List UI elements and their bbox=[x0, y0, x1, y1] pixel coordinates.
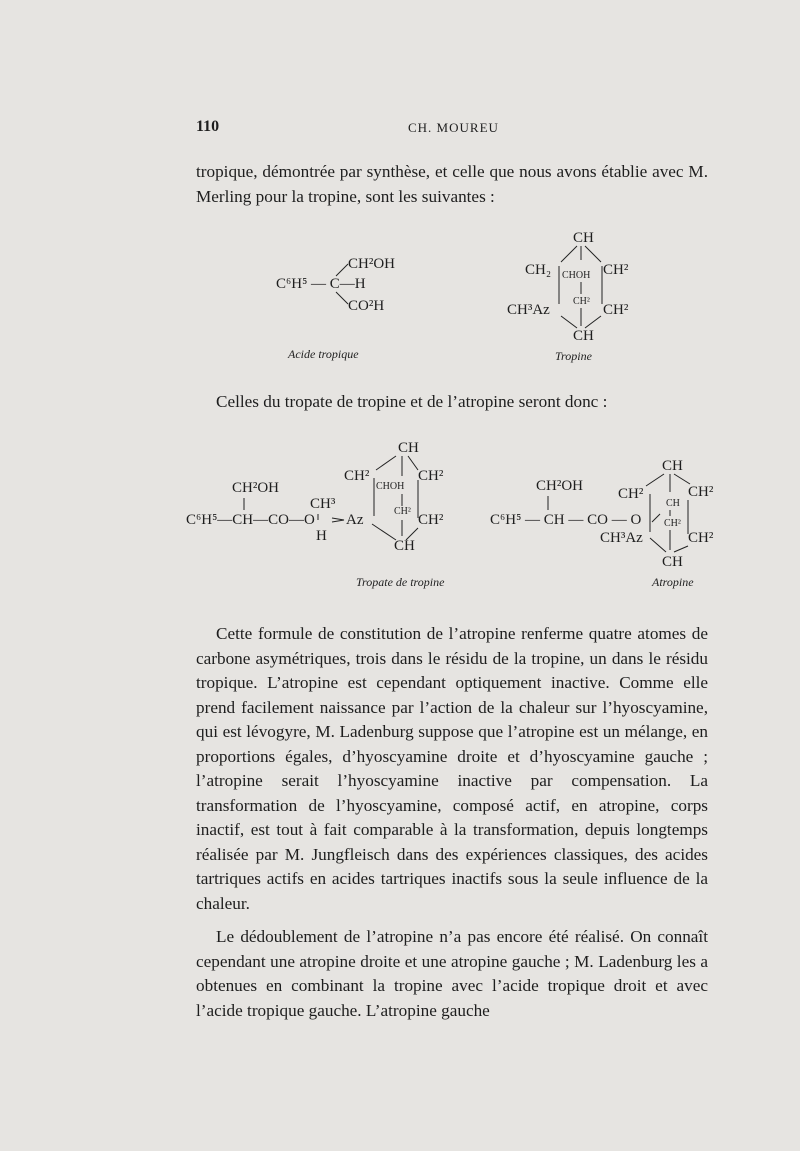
formula-text: CH bbox=[573, 230, 594, 246]
formula-text: CH bbox=[394, 538, 415, 554]
formula-text: CHOH bbox=[376, 481, 405, 492]
paragraph-intro: tropique, démontrée par synthèse, et celle que nous avons établie avec M. Merling pour la tropine, sont les suivantes : bbox=[196, 162, 708, 206]
formula-text: CH³Az bbox=[507, 302, 550, 318]
formula-tropine bbox=[505, 228, 655, 368]
formula-text: CH² bbox=[344, 468, 370, 484]
paragraph-dedoublement: Le dédoublement de l’atropine n’a pas encore été réalisé. On connaît cependant une atropine droite et une atropine gauche ; M. Ladenburg les a obtenues en combinant la tropine avec l’acide tropique droit et avec l’acide tropique gauche. L’atropine gauche bbox=[196, 927, 708, 1020]
formula-tropate-de-tropine bbox=[186, 436, 476, 596]
formula-text: CH³ bbox=[310, 496, 336, 512]
formula-text: CH bbox=[398, 440, 419, 456]
paragraph-celles: Celles du tropate de tropine et de l’atropine seront donc : bbox=[216, 392, 608, 411]
formula-text: Az bbox=[346, 512, 364, 528]
formula-text: C⁶H⁵—CH—CO—O bbox=[186, 512, 315, 528]
formula-text: H bbox=[316, 528, 327, 544]
formula-text: C⁶H⁵ — C—H bbox=[276, 276, 366, 292]
formula-text: CH³Az bbox=[600, 530, 643, 546]
formula-text: CH² bbox=[418, 512, 444, 528]
formula-caption: Tropine bbox=[555, 349, 592, 363]
paragraph-constitution: Cette formule de constitution de l’atropine renferme quatre atomes de carbone asymétriques, trois dans le résidu de la tropine, un dans le résidu tropique. L’atropine est cependant optiquement inactive. Comme elle prend facilement naissance par l’action de la chaleur sur l’hyoscyamine, qui est lévogyre, M. Ladenburg suppose que l’atropine est un mélange, en proportions égales, d’hyoscyamine droite et d’hyoscyamine gauche ; l’atropine serait l’hyoscyamine inactive par compensation. La transformation de l’hyoscyamine, composé actif, en atropine, corps inactif, est tout à fait comparable à la transformation, depuis longtemps réalisée par M. Jungfleisch dans des expériences classiques, des acides tartriques actifs en acides tartriques inactifs sous la seule influence de la chaleur. bbox=[196, 624, 708, 913]
formula-acide-tropique bbox=[276, 248, 426, 368]
formula-text: C⁶H⁵ — CH — CO — O bbox=[490, 512, 642, 528]
formula-caption: Tropate de tropine bbox=[356, 575, 445, 589]
formula-text: CH² bbox=[688, 484, 714, 500]
formula-text: CH² bbox=[618, 486, 644, 502]
formula-text: CH² bbox=[688, 530, 714, 546]
formula-text: CH² bbox=[418, 468, 444, 484]
formula-text: CH² bbox=[603, 262, 629, 278]
formula-text: CH bbox=[666, 498, 680, 509]
page-number: 110 bbox=[196, 118, 220, 135]
formula-text: CH² bbox=[603, 302, 629, 318]
formula-text: CH² bbox=[394, 506, 411, 517]
formula-text: CH² bbox=[664, 518, 681, 529]
formula-atropine bbox=[490, 454, 740, 594]
formula-text: CO²H bbox=[348, 298, 385, 314]
formula-text: CH² bbox=[573, 296, 590, 307]
formula-text: CH bbox=[662, 458, 683, 474]
formula-text: CH²OH bbox=[232, 480, 279, 496]
formula-text: CH₂ bbox=[525, 262, 552, 278]
formula-text: CH²OH bbox=[536, 478, 583, 494]
formula-text: CH²OH bbox=[348, 256, 395, 272]
formula-text: CH bbox=[662, 554, 683, 570]
running-head: CH. MOUREU bbox=[408, 120, 499, 135]
formula-caption: Atropine bbox=[652, 575, 694, 589]
page-header bbox=[196, 118, 708, 142]
formula-text: CH bbox=[573, 328, 594, 344]
formula-caption: Acide tropique bbox=[288, 347, 359, 361]
formula-text: CHOH bbox=[562, 270, 591, 281]
